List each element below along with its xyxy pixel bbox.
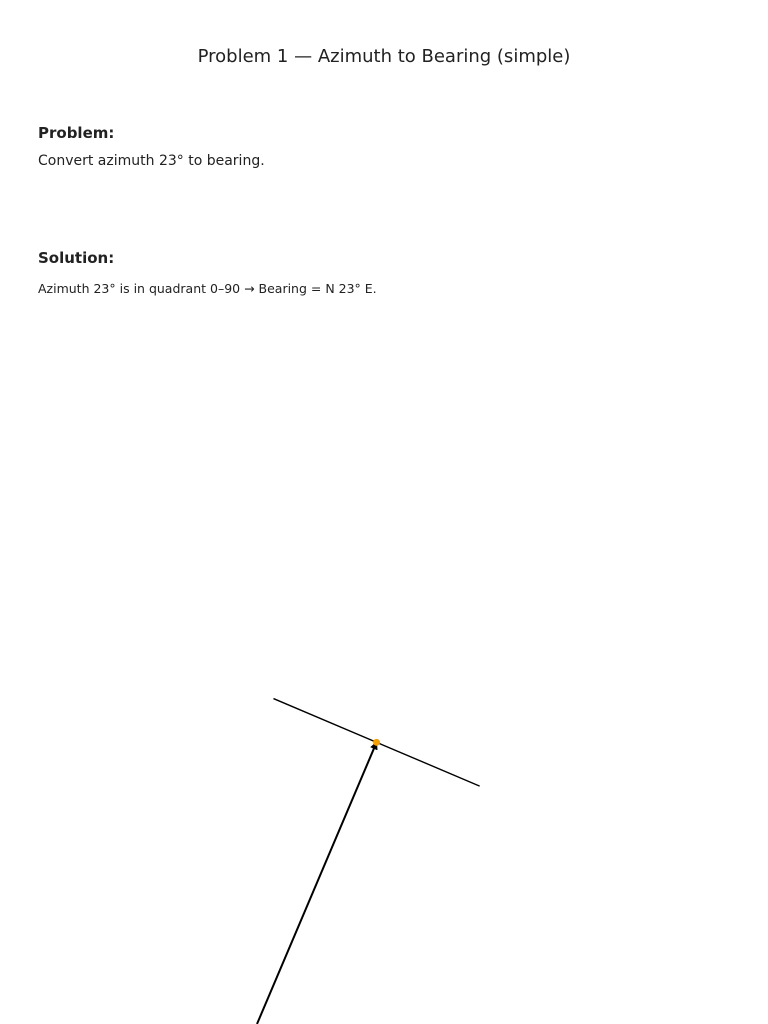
problem-heading: Problem: — [38, 124, 115, 142]
solution-heading: Solution: — [38, 249, 115, 267]
page-title: Problem 1 — Azimuth to Bearing (simple) — [197, 46, 571, 67]
solution-text: Azimuth 23° is in quadrant 0–90 → Bearing = N 23° E. — [38, 281, 377, 296]
arrow-tip-point — [373, 739, 380, 746]
azimuth-arrow — [257, 742, 377, 1024]
problem-text: Convert azimuth 23° to bearing. — [38, 153, 265, 169]
perpendicular-line — [273, 699, 479, 787]
